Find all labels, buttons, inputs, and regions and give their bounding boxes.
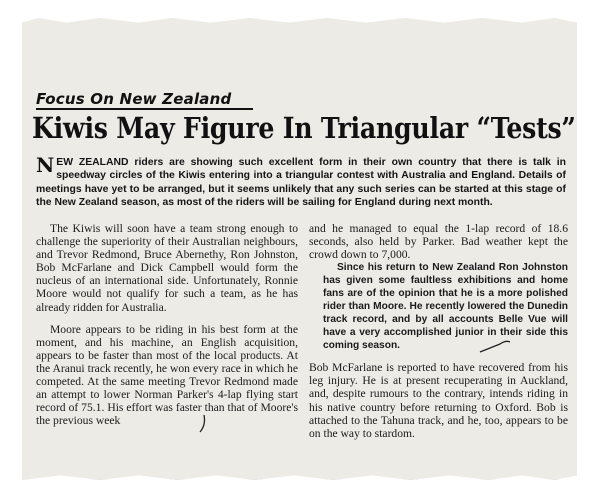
left-paragraph-2: Moore appears to be riding in his best form at the moment, and his machine, an English acquisition, appears to be faster than most of the local products. At the Aranui track recently, he won every race in which he competed. At the same meeting Trevor Redmond made an attempt to lower Norman Parker's 4-lap flying start record of 75.1. His effort was faster than that of Moore's the previous week bbox=[36, 322, 298, 428]
section-underline bbox=[36, 108, 253, 110]
section-label: Focus On New Zealand bbox=[36, 90, 232, 108]
headline: Kiwis May Figure In Triangular “Tests” bbox=[32, 111, 576, 145]
intro-dropcap: N bbox=[36, 153, 55, 177]
left-paragraph-1: The Kiwis will soon have a team strong enough to challenge the superiority of their Australian neighbours, and Trevor Redmond, Bruce Abernethy, Ron Johnston, Bob McFarlane and Dick Campbell would form the nucleus of an international side. Unfortunately, Ronnie Moore would not qualify for such a team, as he has already ridden for Australia. bbox=[36, 222, 298, 314]
right-bold-paragraph: Since his return to New Zealand Ron Johnston has given some faultless exhibitions and home fans are of the opinion that he is a more polished rider than Moore. He recently lowered the Dunedin track record, and by all accounts Belle Vue will have a very accomplished junior in their side this coming season. bbox=[323, 262, 568, 352]
intro-text: EW ZEALAND riders are showing such excellent form in their own country that there is talk in speedway circles of the Kiwis entering into a triangular contest with Australia and England. Details of meetings have yet to be arranged, but it seems unlikely that any such series can be started at this stage of the New Zealand season, as most of the riders will be sailing for England during next month. bbox=[36, 157, 566, 208]
right-continuation: and he managed to equal the 1-lap record of 18.6 seconds, also held by Parker. Bad weather kept the crowd down to 7,000. bbox=[309, 222, 568, 262]
left-column bbox=[36, 222, 298, 427]
intro-paragraph bbox=[36, 153, 566, 209]
right-last-paragraph: Bob McFarlane is reported to have recovered from his leg injury. He is at present recuperating in Auckland, and, despite rumours to the contrary, intends riding in his native country before returning to Oxford. Bob is attached to the Tahuna track, and he, too, appears to be on the way to stardom. bbox=[309, 361, 568, 440]
right-column bbox=[309, 222, 568, 440]
